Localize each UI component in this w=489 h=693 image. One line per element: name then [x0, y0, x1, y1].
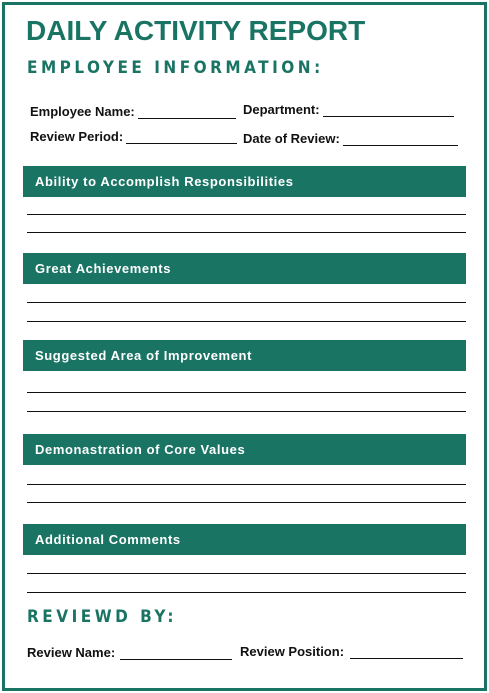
review-period-input-line[interactable] [126, 131, 237, 144]
answer-line[interactable] [27, 214, 466, 215]
section-header-core-values: Demonastration of Core Values [23, 434, 466, 465]
review-period-field[interactable] [30, 129, 237, 144]
date-of-review-field[interactable] [243, 131, 458, 146]
department-input-line[interactable] [323, 104, 454, 117]
employee-information-heading: EMPLOYEE INFORMATION: [27, 58, 324, 78]
department-field[interactable] [243, 102, 454, 117]
review-position-label: Review Position: [240, 644, 345, 659]
review-name-label: Review Name: [27, 645, 116, 660]
page-title: DAILY ACTIVITY REPORT [26, 15, 366, 46]
answer-line[interactable] [27, 592, 466, 593]
review-position-field[interactable] [240, 644, 463, 659]
review-period-label: Review Period: [30, 129, 124, 144]
answer-line[interactable] [27, 502, 466, 503]
reviewed-by-heading: REVIEWD BY: [27, 607, 178, 627]
section-header-additional-comments: Additional Comments [23, 524, 466, 555]
answer-line[interactable] [27, 392, 466, 393]
date-of-review-label: Date of Review: [243, 131, 340, 146]
section-header-achievements: Great Achievements [23, 253, 466, 284]
answer-line[interactable] [27, 232, 466, 233]
employee-name-field[interactable] [30, 104, 236, 119]
employee-name-input-line[interactable] [138, 106, 236, 119]
answer-line[interactable] [27, 302, 466, 303]
department-label: Department: [243, 102, 320, 117]
review-name-input-line[interactable] [120, 647, 232, 660]
answer-line[interactable] [27, 411, 466, 412]
answer-line[interactable] [27, 321, 466, 322]
section-header-responsibilities: Ability to Accomplish Responsibilities [23, 166, 466, 197]
date-of-review-input-line[interactable] [343, 133, 458, 146]
section-header-improvement: Suggested Area of Improvement [23, 340, 466, 371]
review-position-input-line[interactable] [350, 646, 463, 659]
answer-line[interactable] [27, 484, 466, 485]
employee-name-label: Employee Name: [30, 104, 135, 119]
review-name-field[interactable] [27, 645, 232, 660]
answer-line[interactable] [27, 573, 466, 574]
